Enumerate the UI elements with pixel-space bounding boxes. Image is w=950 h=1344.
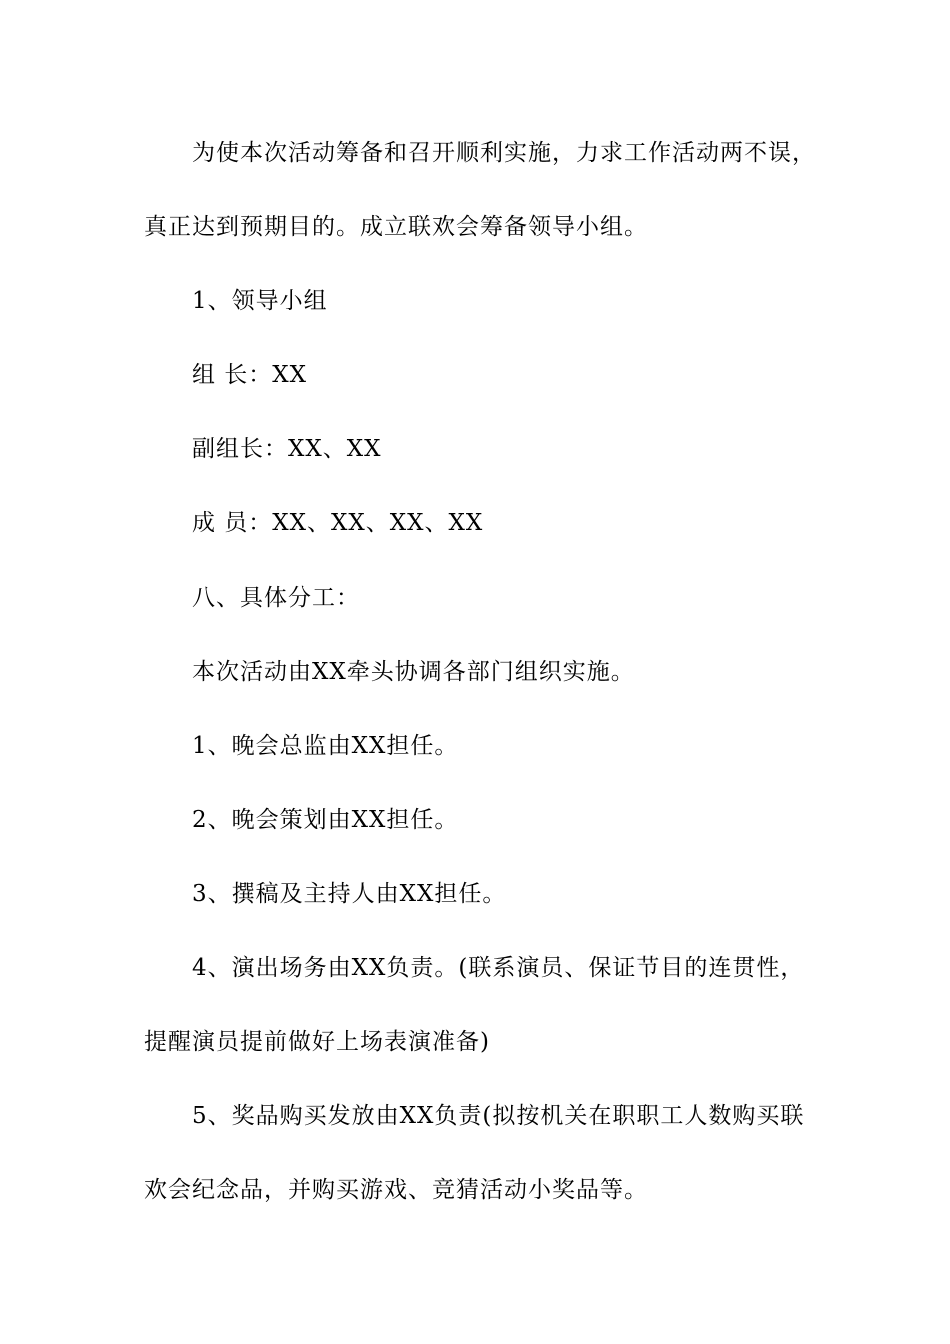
section-heading-division: 八、具体分工： — [192, 585, 360, 611]
list-item-5: 5、奖品购买发放由XX负责(拟按机关在职职工人数购买联 — [192, 1103, 805, 1129]
members-line: 成 员：XX、XX、XX、XX — [192, 510, 484, 536]
paragraph-line-2: 真正达到预期目的。成立联欢会筹备领导小组。 — [144, 214, 648, 240]
leader-line: 组 长：XX — [192, 362, 308, 388]
paragraph-organizer: 本次活动由XX牵头协调各部门组织实施。 — [192, 659, 635, 685]
list-item-3: 3、撰稿及主持人由XX担任。 — [192, 881, 507, 907]
deputy-leader-line: 副组长：XX、XX — [192, 436, 382, 462]
list-item-2: 2、晚会策划由XX担任。 — [192, 807, 459, 833]
section-heading-leadership: 1、领导小组 — [192, 288, 328, 314]
list-item-1: 1、晚会总监由XX担任。 — [192, 733, 459, 759]
list-item-4-continued: 提醒演员提前做好上场表演准备) — [144, 1029, 490, 1055]
paragraph-line-1: 为使本次活动筹备和召开顺利实施，力求工作活动两不误， — [192, 140, 816, 166]
list-item-5-continued: 欢会纪念品，并购买游戏、竞猜活动小奖品等。 — [144, 1177, 648, 1203]
list-item-4: 4、演出场务由XX负责。(联系演员、保证节目的连贯性， — [192, 955, 805, 981]
